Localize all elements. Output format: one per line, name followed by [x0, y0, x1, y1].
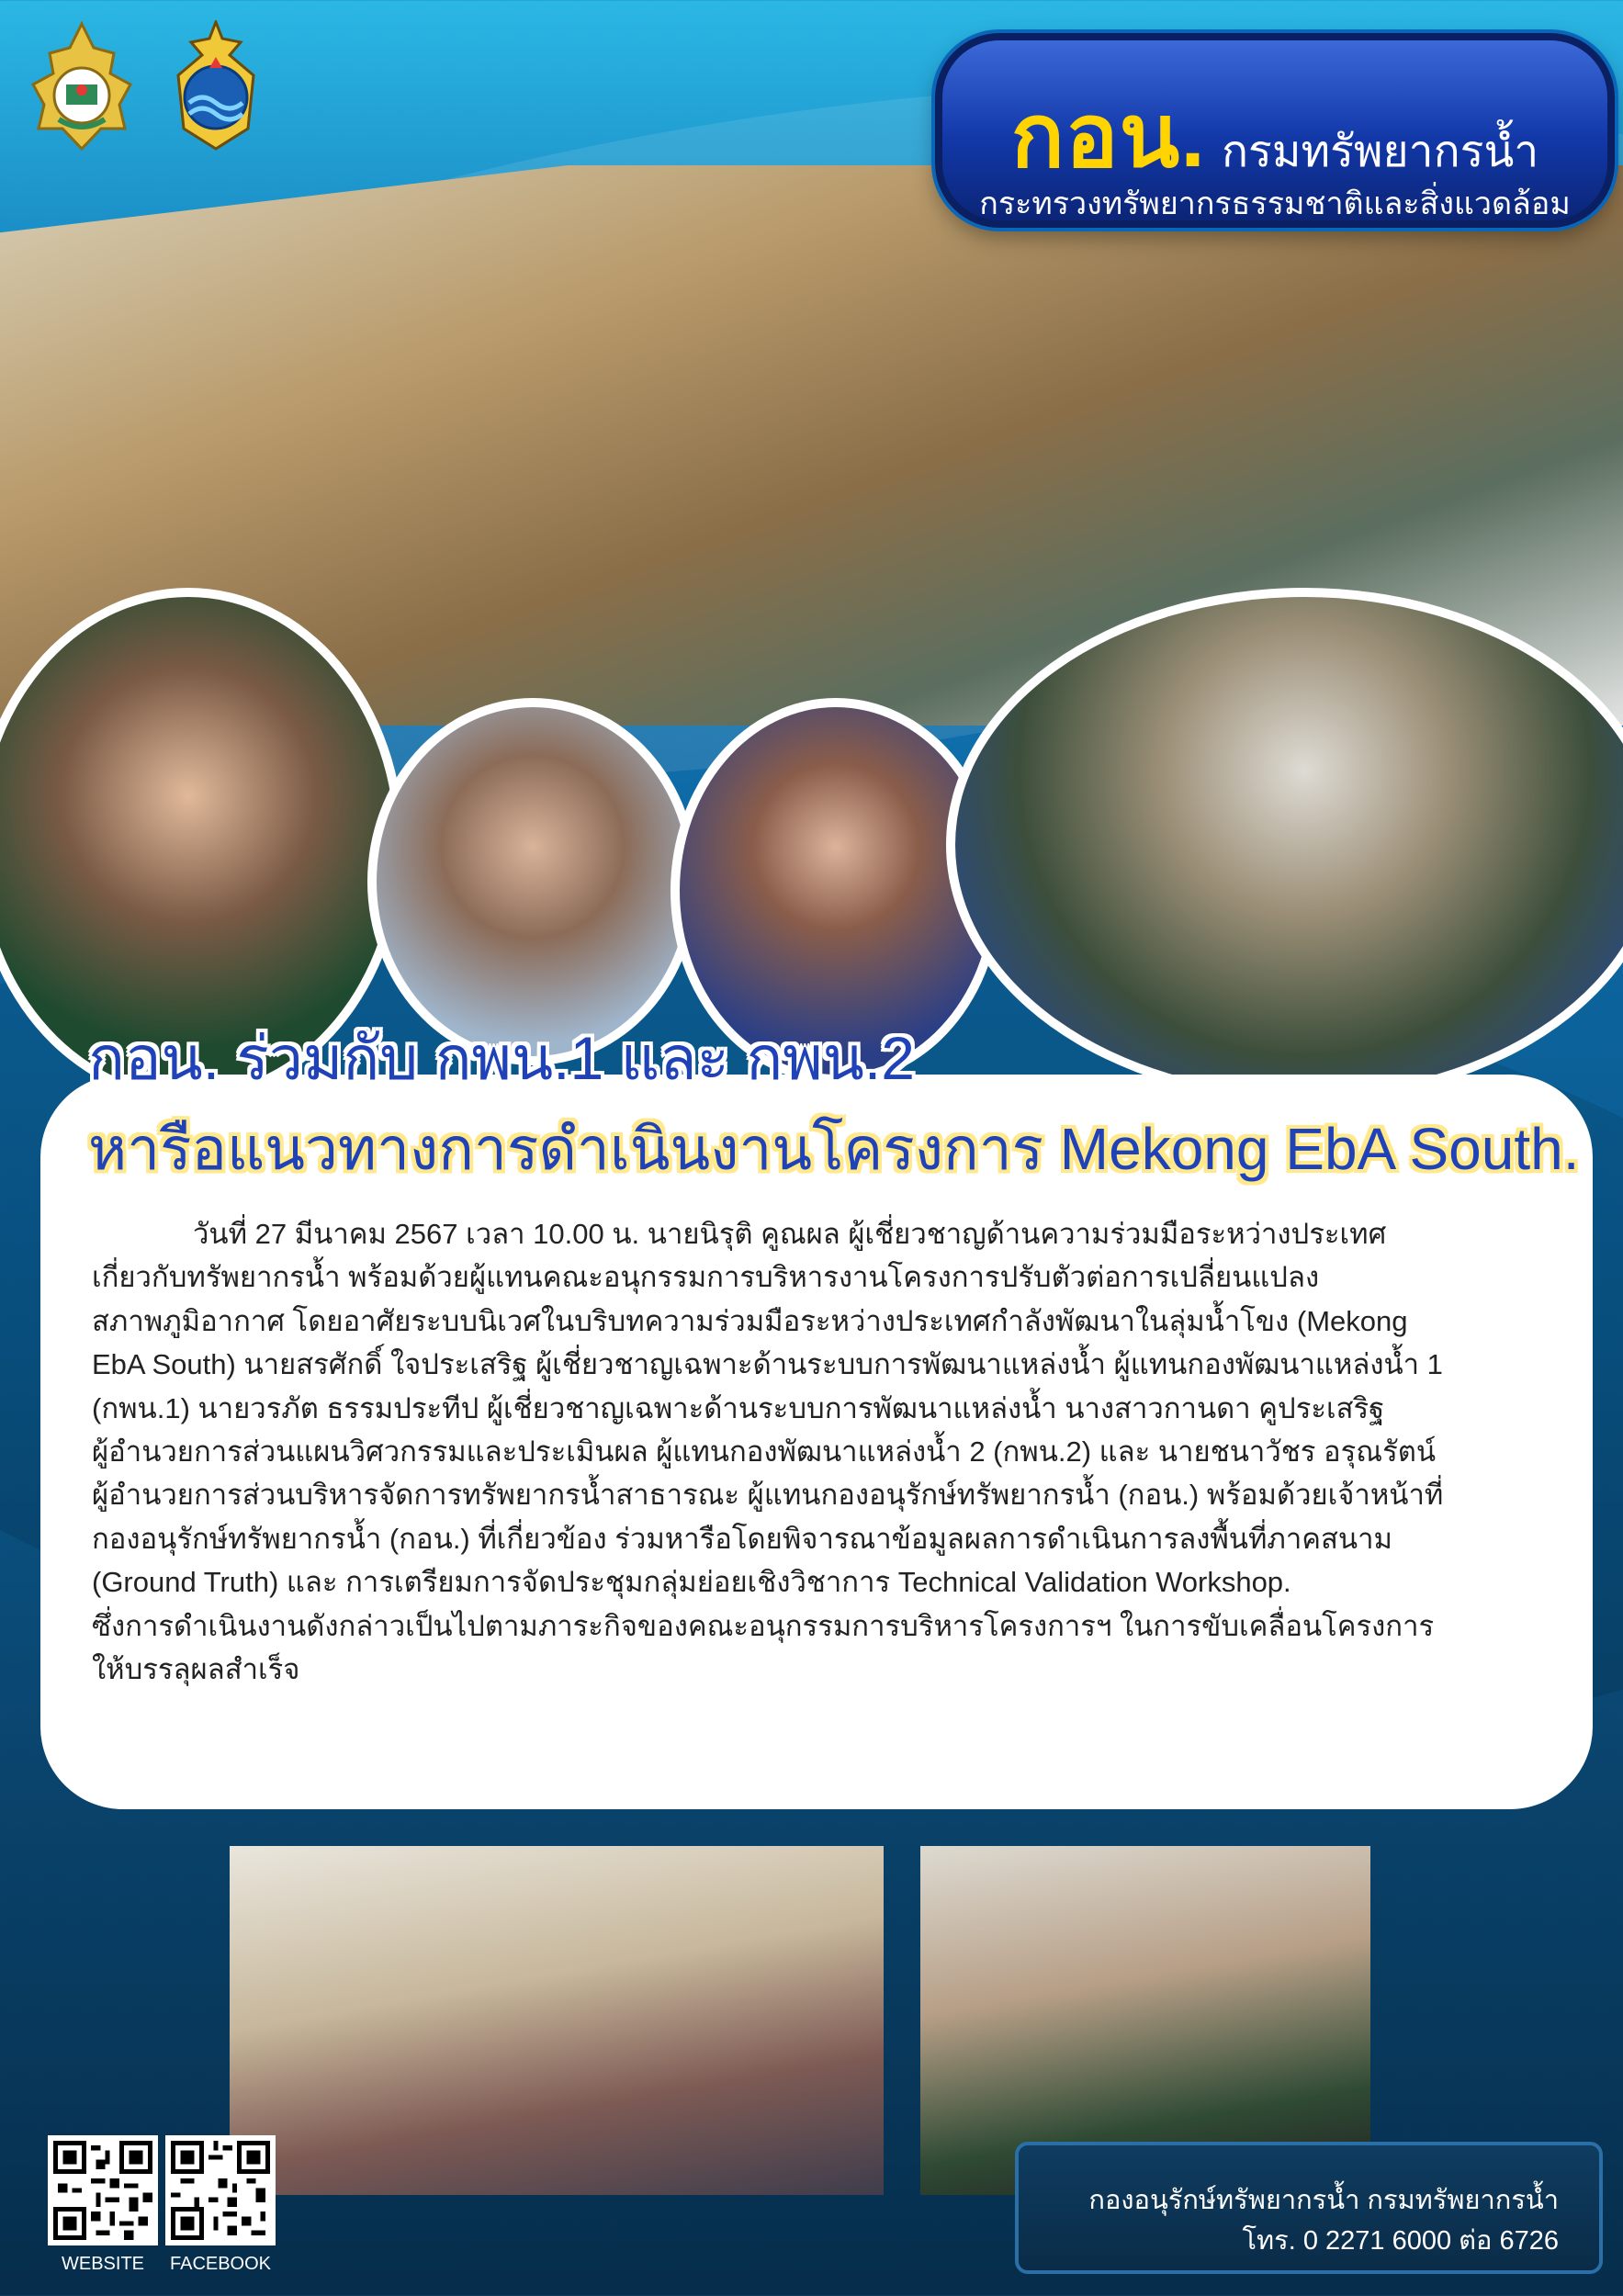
- department-of-water-resources-emblem-icon: [156, 20, 276, 153]
- footer-org: กองอนุรักษ์ทรัพยากรน้ำ กรมทรัพยากรน้ำ: [1088, 2186, 1559, 2215]
- footer-phone: โทร. 0 2271 6000 ต่อ 6726: [1242, 2226, 1559, 2256]
- body-line: (กพน.1) นายวรภัต ธรรมประทีป ผู้เชี่ยวชาญเฉพาะด้านระบบการพัฒนาแหล่งน้ำ นางสาวกานดา คูประเสริฐ: [92, 1391, 1385, 1424]
- body-line: เกี่ยวกับทรัพยากรน้ำ พร้อมด้วยผู้แทนคณะอนุกรรมการบริหารงานโครงการปรับตัวต่อการเปลี่ยนแปลง: [92, 1261, 1320, 1294]
- body-line: (Ground Truth) และ การเตรียมการจัดประชุมกลุ่มย่อยเชิงวิชาการ Technical Validation Workshop.: [92, 1566, 1291, 1599]
- contact-footer: [1015, 2142, 1603, 2274]
- body-line: ซึ่งการดำเนินงานดังกล่าวเป็นไปตามภาระกิจของคณะอนุกรรมการบริหารโครงการฯ ในการขับเคลื่อนโครงการ: [92, 1609, 1435, 1642]
- participants-group-photo: [946, 588, 1623, 1102]
- body-line: ผู้อำนวยการส่วนบริหารจัดการทรัพยากรน้ำสาธารณะ ผู้แทนกองอนุรักษ์ทรัพยากรน้ำ (กอน.) พร้อมด้วยเจ้าหน้าที่: [92, 1479, 1444, 1512]
- meeting-photo-bottom-left: [230, 1846, 884, 2195]
- header-department: กรมทรัพยากรน้ำ: [1221, 128, 1539, 176]
- website-qr-code-icon[interactable]: [48, 2135, 158, 2245]
- ministry-emblem-icon: [22, 20, 141, 153]
- body-line: กองอนุรักษ์ทรัพยากรน้ำ (กอน.) ที่เกี่ยวข้อง ร่วมหารือโดยพิจารณาข้อมูลผลการดำเนินการลงพื้นที่ภาคสนาม: [92, 1522, 1392, 1555]
- body-line: ผู้อำนวยการส่วนแผนวิศวกรรมและประเมินผล ผู้แทนกองพัฒนาแหล่งน้ำ 2 (กพน.2) และ นายชนาวัชร อรุณรัตน์: [92, 1435, 1437, 1469]
- header-ministry: กระทรวงทรัพยากรธรรมชาติและสิ่งแวดล้อม: [979, 186, 1571, 221]
- facebook-qr-label: FACEBOOK: [169, 2254, 272, 2274]
- headline-line-1: กอน. ร่วมกับ กพน.1 และ กพน.2: [88, 1024, 915, 1092]
- headline-line-2: หารือแนวทางการดำเนินงานโครงการ Mekong EbA South.: [88, 1116, 1580, 1182]
- article-body: [92, 1212, 1552, 1691]
- body-line: วันที่ 27 มีนาคม 2567 เวลา 10.00 น. นายนิรุติ คูณผล ผู้เชี่ยวชาญด้านความร่วมมือระหว่างประเทศ: [193, 1218, 1387, 1250]
- header-org-abbr: กอน.: [1010, 87, 1206, 186]
- website-qr-label: WEBSITE: [61, 2254, 144, 2274]
- header-badge: [935, 33, 1615, 228]
- facebook-qr-code-icon[interactable]: [165, 2135, 276, 2245]
- body-line: EbA South) นายสรศักดิ์ ใจประเสริฐ ผู้เชี่ยวชาญเฉพาะด้านระบบการพัฒนาแหล่งน้ำ ผู้แทนกองพัฒนาแหล่งน้ำ 1: [92, 1348, 1443, 1381]
- body-line: สภาพภูมิอากาศ โดยอาศัยระบบนิเวศในบริบทความร่วมมือระหว่างประเทศกำลังพัฒนาในลุ่มน้ำโขง (Mekong: [92, 1304, 1408, 1337]
- body-line: ให้บรรลุผลสำเร็จ: [92, 1653, 300, 1686]
